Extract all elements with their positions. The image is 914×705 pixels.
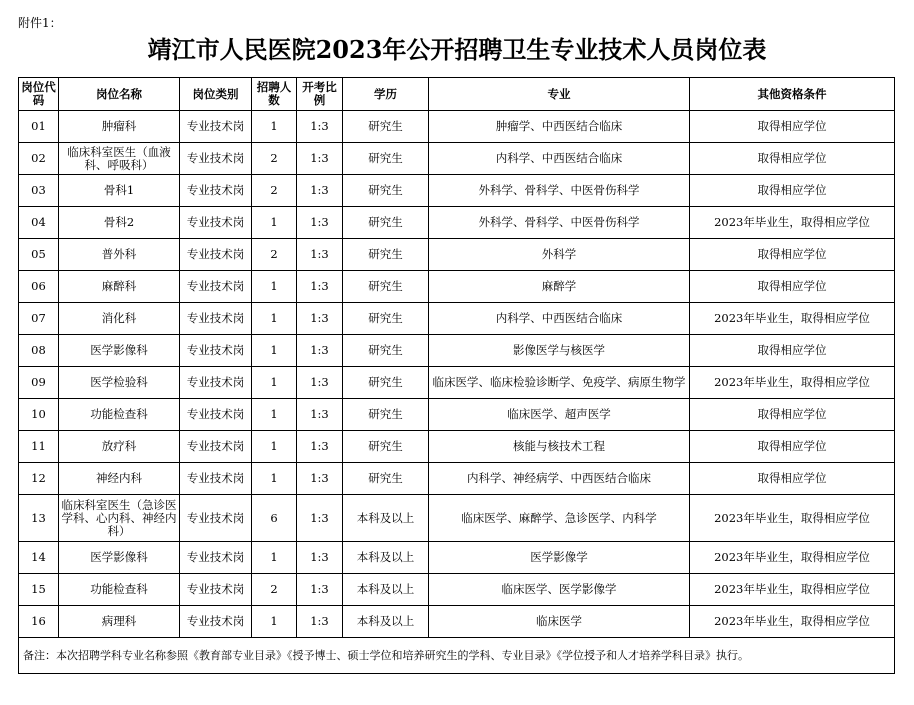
cell-other: 2023年毕业生，取得相应学位: [690, 542, 895, 574]
table-row: [19, 271, 895, 303]
cell-category: 专业技术岗: [180, 239, 252, 271]
cell-ratio: 1:3: [297, 463, 343, 495]
cell-code: 10: [19, 399, 59, 431]
cell-major: 内科学、中西医结合临床: [429, 303, 690, 335]
table-row: [19, 143, 895, 175]
table-row: [19, 111, 895, 143]
cell-category: 专业技术岗: [180, 431, 252, 463]
cell-ratio: 1:3: [297, 111, 343, 143]
table-row: [19, 303, 895, 335]
header-other: 其他资格条件: [690, 78, 895, 111]
cell-education: 研究生: [343, 335, 429, 367]
cell-category: 专业技术岗: [180, 606, 252, 638]
cell-education: 本科及以上: [343, 495, 429, 542]
cell-code: 06: [19, 271, 59, 303]
cell-count: 1: [252, 542, 297, 574]
cell-ratio: 1:3: [297, 143, 343, 175]
cell-category: 专业技术岗: [180, 143, 252, 175]
cell-code: 01: [19, 111, 59, 143]
cell-education: 研究生: [343, 431, 429, 463]
table-note: 备注：本次招聘学科专业名称参照《教育部专业目录》《授予博士、硕士学位和培养研究生的学科、专业目录》《学位授予和人才培养学科目录》执行。: [19, 638, 895, 674]
table-row: [19, 431, 895, 463]
cell-major: 临床医学、临床检验诊断学、免疫学、病原生物学: [429, 367, 690, 399]
cell-name: 临床科室医生（血液科、呼吸科）: [59, 143, 180, 175]
cell-name: 消化科: [59, 303, 180, 335]
cell-other: 2023年毕业生，取得相应学位: [690, 495, 895, 542]
cell-name: 神经内科: [59, 463, 180, 495]
cell-name: 病理科: [59, 606, 180, 638]
cell-other: 取得相应学位: [690, 399, 895, 431]
page-title: 靖江市人民医院2023年公开招聘卫生专业技术人员岗位表: [147, 35, 767, 64]
cell-other: 2023年毕业生，取得相应学位: [690, 606, 895, 638]
cell-name: 放疗科: [59, 431, 180, 463]
cell-count: 1: [252, 399, 297, 431]
table-row: [19, 175, 895, 207]
table-row: [19, 335, 895, 367]
cell-other: 取得相应学位: [690, 431, 895, 463]
cell-category: 专业技术岗: [180, 271, 252, 303]
cell-code: 02: [19, 143, 59, 175]
cell-ratio: 1:3: [297, 207, 343, 239]
cell-code: 05: [19, 239, 59, 271]
cell-name: 麻醉科: [59, 271, 180, 303]
cell-ratio: 1:3: [297, 175, 343, 207]
cell-category: 专业技术岗: [180, 542, 252, 574]
cell-education: 研究生: [343, 399, 429, 431]
header-major: 专业: [429, 78, 690, 111]
cell-ratio: 1:3: [297, 303, 343, 335]
table-row: [19, 463, 895, 495]
cell-education: 研究生: [343, 239, 429, 271]
cell-major: 外科学、骨科学、中医骨伤科学: [429, 175, 690, 207]
cell-ratio: 1:3: [297, 495, 343, 542]
cell-category: 专业技术岗: [180, 207, 252, 239]
cell-category: 专业技术岗: [180, 399, 252, 431]
cell-major: 临床医学、麻醉学、急诊医学、内科学: [429, 495, 690, 542]
cell-major: 麻醉学: [429, 271, 690, 303]
cell-other: 取得相应学位: [690, 111, 895, 143]
cell-education: 本科及以上: [343, 606, 429, 638]
cell-name: 医学影像科: [59, 542, 180, 574]
cell-name: 临床科室医生（急诊医学科、心内科、神经内科）: [59, 495, 180, 542]
cell-other: 取得相应学位: [690, 175, 895, 207]
header-code: 岗位代码: [19, 78, 59, 111]
cell-count: 2: [252, 574, 297, 606]
header-ratio: 开考比例: [297, 78, 343, 111]
cell-major: 核能与核技术工程: [429, 431, 690, 463]
cell-name: 医学影像科: [59, 335, 180, 367]
cell-code: 13: [19, 495, 59, 542]
cell-ratio: 1:3: [297, 399, 343, 431]
cell-major: 内科学、中西医结合临床: [429, 143, 690, 175]
cell-name: 医学检验科: [59, 367, 180, 399]
cell-ratio: 1:3: [297, 542, 343, 574]
cell-count: 1: [252, 606, 297, 638]
cell-major: 内科学、神经病学、中西医结合临床: [429, 463, 690, 495]
cell-name: 功能检查科: [59, 574, 180, 606]
cell-education: 研究生: [343, 207, 429, 239]
cell-other: 2023年毕业生，取得相应学位: [690, 367, 895, 399]
header-count: 招聘人数: [252, 78, 297, 111]
cell-major: 医学影像学: [429, 542, 690, 574]
cell-ratio: 1:3: [297, 239, 343, 271]
cell-code: 08: [19, 335, 59, 367]
cell-major: 临床医学: [429, 606, 690, 638]
cell-code: 15: [19, 574, 59, 606]
cell-major: 临床医学、超声医学: [429, 399, 690, 431]
cell-ratio: 1:3: [297, 606, 343, 638]
cell-other: 2023年毕业生，取得相应学位: [690, 207, 895, 239]
cell-major: 外科学: [429, 239, 690, 271]
attachment-label: 附件1：: [18, 16, 62, 30]
header-category: 岗位类别: [180, 78, 252, 111]
cell-other: 取得相应学位: [690, 143, 895, 175]
cell-category: 专业技术岗: [180, 495, 252, 542]
table-header-row: [19, 78, 895, 111]
cell-count: 1: [252, 111, 297, 143]
cell-other: 2023年毕业生，取得相应学位: [690, 303, 895, 335]
cell-category: 专业技术岗: [180, 111, 252, 143]
cell-count: 6: [252, 495, 297, 542]
table-row: [19, 399, 895, 431]
cell-code: 04: [19, 207, 59, 239]
cell-count: 2: [252, 143, 297, 175]
cell-category: 专业技术岗: [180, 335, 252, 367]
cell-code: 03: [19, 175, 59, 207]
table-row: [19, 495, 895, 542]
cell-category: 专业技术岗: [180, 303, 252, 335]
cell-education: 研究生: [343, 111, 429, 143]
cell-other: 取得相应学位: [690, 335, 895, 367]
cell-code: 07: [19, 303, 59, 335]
table-row: [19, 542, 895, 574]
cell-name: 肿瘤科: [59, 111, 180, 143]
cell-name: 骨科1: [59, 175, 180, 207]
cell-count: 2: [252, 239, 297, 271]
cell-major: 肿瘤学、中西医结合临床: [429, 111, 690, 143]
cell-other: 取得相应学位: [690, 271, 895, 303]
header-name: 岗位名称: [59, 78, 180, 111]
cell-count: 1: [252, 303, 297, 335]
cell-count: 1: [252, 431, 297, 463]
cell-ratio: 1:3: [297, 431, 343, 463]
cell-major: 临床医学、医学影像学: [429, 574, 690, 606]
cell-code: 11: [19, 431, 59, 463]
cell-education: 研究生: [343, 303, 429, 335]
positions-table: [18, 77, 895, 674]
table-row: [19, 207, 895, 239]
cell-major: 外科学、骨科学、中医骨伤科学: [429, 207, 690, 239]
note-row: [19, 638, 895, 674]
cell-count: 2: [252, 175, 297, 207]
cell-count: 1: [252, 463, 297, 495]
table-row: [19, 367, 895, 399]
cell-education: 研究生: [343, 367, 429, 399]
cell-name: 功能检查科: [59, 399, 180, 431]
cell-category: 专业技术岗: [180, 175, 252, 207]
cell-other: 取得相应学位: [690, 239, 895, 271]
cell-code: 12: [19, 463, 59, 495]
cell-other: 取得相应学位: [690, 463, 895, 495]
cell-code: 16: [19, 606, 59, 638]
cell-category: 专业技术岗: [180, 367, 252, 399]
cell-category: 专业技术岗: [180, 463, 252, 495]
cell-code: 09: [19, 367, 59, 399]
cell-category: 专业技术岗: [180, 574, 252, 606]
cell-education: 研究生: [343, 271, 429, 303]
cell-education: 本科及以上: [343, 542, 429, 574]
table-row: [19, 239, 895, 271]
cell-education: 研究生: [343, 143, 429, 175]
cell-name: 普外科: [59, 239, 180, 271]
cell-ratio: 1:3: [297, 335, 343, 367]
cell-education: 本科及以上: [343, 574, 429, 606]
cell-code: 14: [19, 542, 59, 574]
cell-count: 1: [252, 207, 297, 239]
table-row: [19, 574, 895, 606]
cell-ratio: 1:3: [297, 367, 343, 399]
cell-count: 1: [252, 335, 297, 367]
header-education: 学历: [343, 78, 429, 111]
table-row: [19, 606, 895, 638]
cell-major: 影像医学与核医学: [429, 335, 690, 367]
cell-other: 2023年毕业生，取得相应学位: [690, 574, 895, 606]
cell-count: 1: [252, 271, 297, 303]
cell-ratio: 1:3: [297, 271, 343, 303]
cell-education: 研究生: [343, 175, 429, 207]
cell-count: 1: [252, 367, 297, 399]
cell-name: 骨科2: [59, 207, 180, 239]
cell-education: 研究生: [343, 463, 429, 495]
cell-ratio: 1:3: [297, 574, 343, 606]
